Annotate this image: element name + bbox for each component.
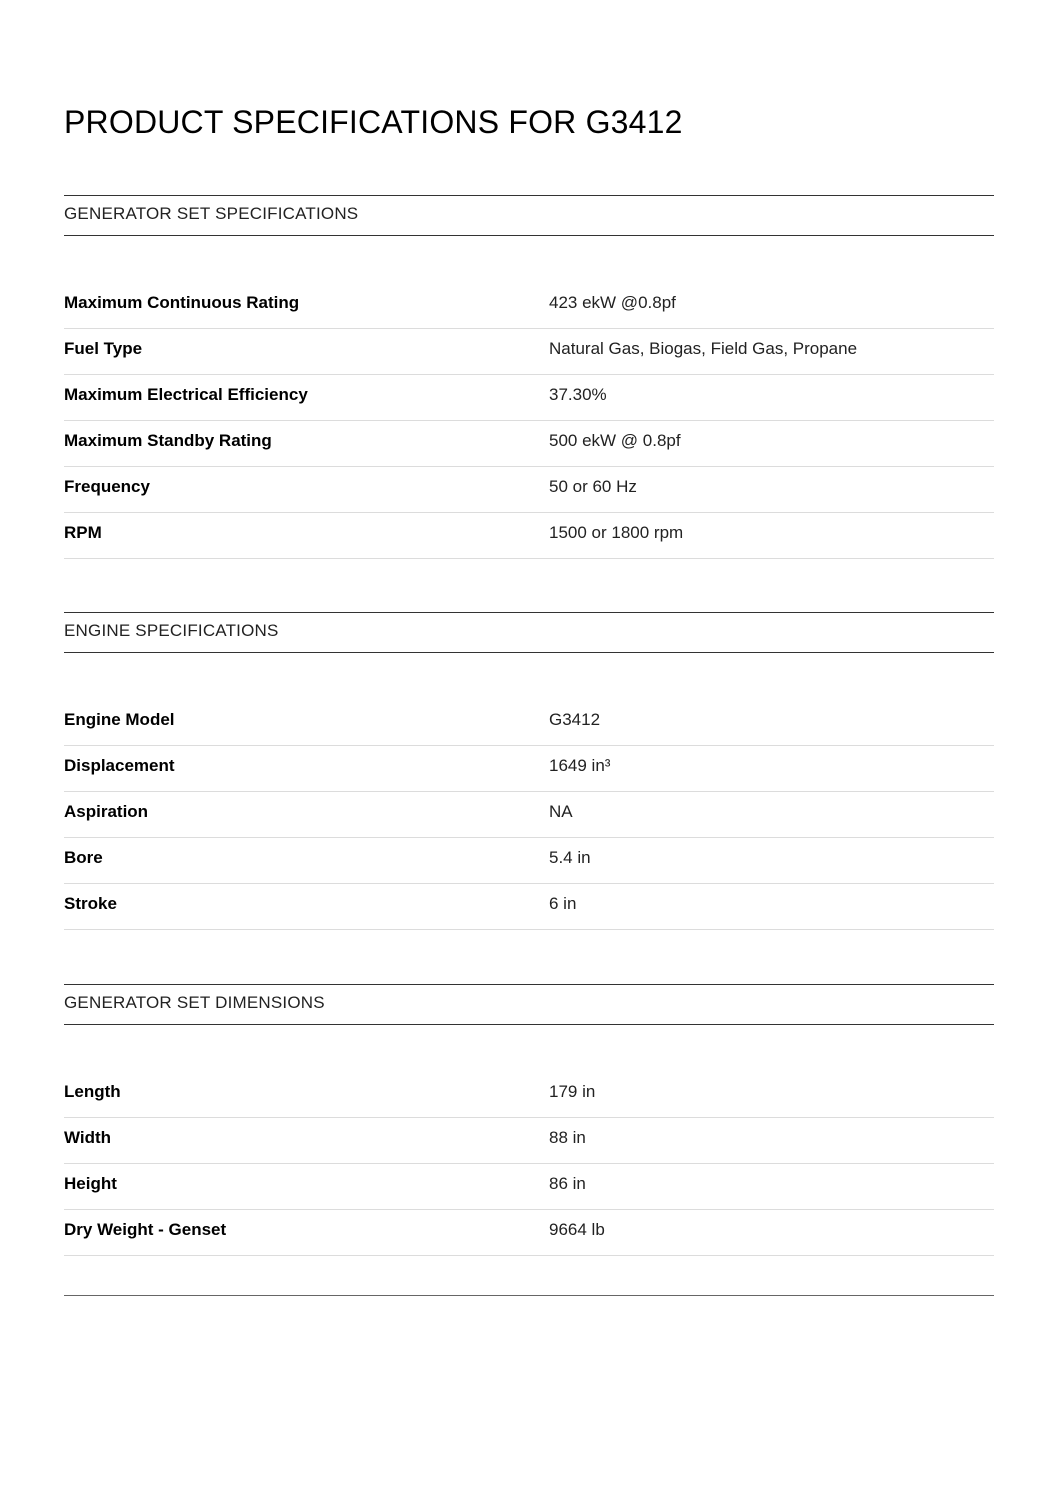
spec-value: 9664 lb (549, 1220, 605, 1239)
spec-value: 86 in (549, 1174, 586, 1193)
spec-row (64, 375, 994, 421)
section-heading: GENERATOR SET SPECIFICATIONS (64, 195, 994, 236)
spec-label: Maximum Continuous Rating (64, 293, 300, 312)
spec-label: Bore (64, 848, 103, 867)
spec-value: 179 in (549, 1082, 596, 1101)
spec-label: RPM (64, 523, 102, 542)
spec-label: Dry Weight - Genset (64, 1220, 227, 1239)
spec-label: Frequency (64, 477, 150, 496)
section-generator-set-dimensions (64, 984, 994, 1256)
spec-value: 6 in (549, 894, 577, 913)
spec-row (64, 513, 994, 559)
spec-row (64, 329, 994, 375)
spec-row (64, 467, 994, 513)
spec-value: 500 ekW @ 0.8pf (549, 431, 681, 450)
spec-row (64, 700, 994, 746)
spec-label: Width (64, 1128, 112, 1147)
spec-value: 1649 in³ (549, 756, 611, 775)
spec-row (64, 792, 994, 838)
spec-value: NA (549, 802, 573, 821)
spec-row (64, 1118, 994, 1164)
spec-value: 1500 or 1800 rpm (549, 523, 684, 542)
spec-table (64, 1072, 994, 1256)
spec-label: Maximum Electrical Efficiency (64, 385, 308, 404)
spec-label: Engine Model (64, 710, 175, 729)
spec-label: Length (64, 1082, 121, 1101)
spec-label: Maximum Standby Rating (64, 431, 272, 450)
spec-row (64, 1164, 994, 1210)
spec-value: G3412 (549, 710, 601, 729)
section-heading: ENGINE SPECIFICATIONS (64, 612, 994, 653)
page-title: PRODUCT SPECIFICATIONS FOR G3412 (64, 104, 683, 140)
section-heading: GENERATOR SET DIMENSIONS (64, 984, 994, 1025)
spec-label: Stroke (64, 894, 117, 913)
spec-row (64, 283, 994, 329)
spec-row (64, 1072, 994, 1118)
spec-row (64, 421, 994, 467)
section-engine-specifications (64, 612, 994, 930)
spec-row (64, 884, 994, 930)
spec-row (64, 838, 994, 884)
spec-value: 50 or 60 Hz (549, 477, 637, 496)
section-generator-set-specifications (64, 195, 994, 559)
spec-label: Aspiration (64, 802, 149, 821)
spec-value: 5.4 in (549, 848, 591, 867)
spec-label: Fuel Type (64, 339, 143, 358)
spec-label: Height (64, 1174, 117, 1193)
spec-table (64, 283, 994, 559)
spec-table (64, 700, 994, 930)
footer-divider (64, 1295, 994, 1296)
spec-value: 423 ekW @0.8pf (549, 293, 676, 312)
spec-row (64, 1210, 994, 1256)
spec-value: Natural Gas, Biogas, Field Gas, Propane (549, 339, 858, 358)
spec-value: 88 in (549, 1128, 586, 1147)
spec-row (64, 746, 994, 792)
spec-value: 37.30% (549, 385, 607, 404)
spec-label: Displacement (64, 756, 175, 775)
